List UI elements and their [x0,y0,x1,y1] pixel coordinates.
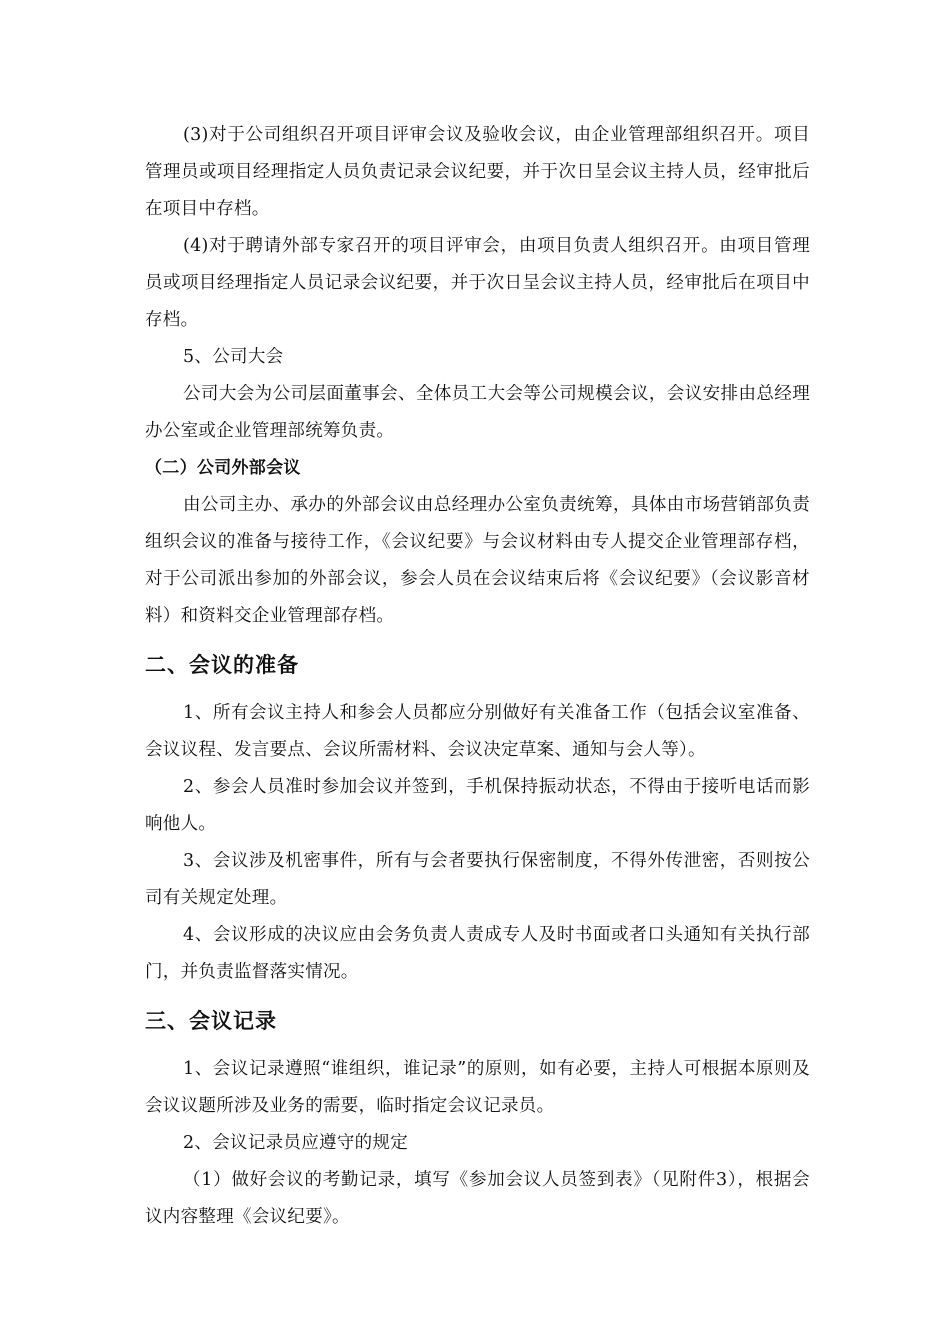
paragraph-prep-3: 3、会议涉及机密事件，所有与会者要执行保密制度，不得外传泄密，否则按公司有关规定处理。 [145,851,810,908]
paragraph-prep-4: 4、会议形成的决议应由会务负责人责成专人及时书面或者口头通知有关执行部门，并负责监督落实情况。 [145,925,810,982]
section-heading-preparation: 二、会议的准备 [145,653,299,677]
paragraph-prep-1: 1、所有会议主持人和参会人员都应分别做好有关准备工作（包括会议室准备、会议议程、发言要点、会议所需材料、会议决定草案、通知与会人等）。 [145,703,810,760]
paragraph-external-meeting: 由公司主办、承办的外部会议由总经理办公室负责统筹，具体由市场营销部负责组织会议的准备与接待工作，《会议纪要》与会议材料由专人提交企业管理部存档，对于公司派出参加的外部会议，参会人员在会议结束后将《会议纪要》（会议影音材料）和资料交企业管理部存档。 [145,495,810,626]
section-heading-records: 三、会议记录 [145,1009,277,1033]
paragraph-records-1: 1、会议记录遵照“谁组织，谁记录”的原则，如有必要，主持人可根据本原则及会议议题所涉及业务的需要，临时指定会议记录员。 [145,1059,810,1116]
subsection-title-external-meeting: （二）公司外部会议 [145,458,301,478]
paragraph-item-4: (4)对于聘请外部专家召开的项目评审会，由项目负责人组织召开。由项目管理员或项目经理指定人员记录会议纪要，并于次日呈会议主持人员，经审批后在项目中存档。 [145,236,810,330]
paragraph-prep-2: 2、参会人员准时参加会议并签到，手机保持振动状态，不得由于接听电话而影响他人。 [145,777,810,834]
paragraph-company-meeting: 公司大会为公司层面董事会、全体员工大会等公司规模会议，会议安排由总经理办公室或企业管理部统筹负责。 [145,384,810,441]
subsection-title-company-meeting: 5、公司大会 [183,347,284,367]
paragraph-records-2: 2、会议记录员应遵守的规定 [183,1133,409,1153]
document-body [145,117,810,1236]
paragraph-item-3: (3)对于公司组织召开项目评审会议及验收会议，由企业管理部组织召开。项目管理员或项目经理指定人员负责记录会议纪要，并于次日呈会议主持人员，经审批后在项目中存档。 [145,125,810,219]
paragraph-records-2-1: （1）做好会议的考勤记录，填写《参加会议人员签到表》（见附件3），根据会议内容整理《会议纪要》。 [145,1170,810,1227]
